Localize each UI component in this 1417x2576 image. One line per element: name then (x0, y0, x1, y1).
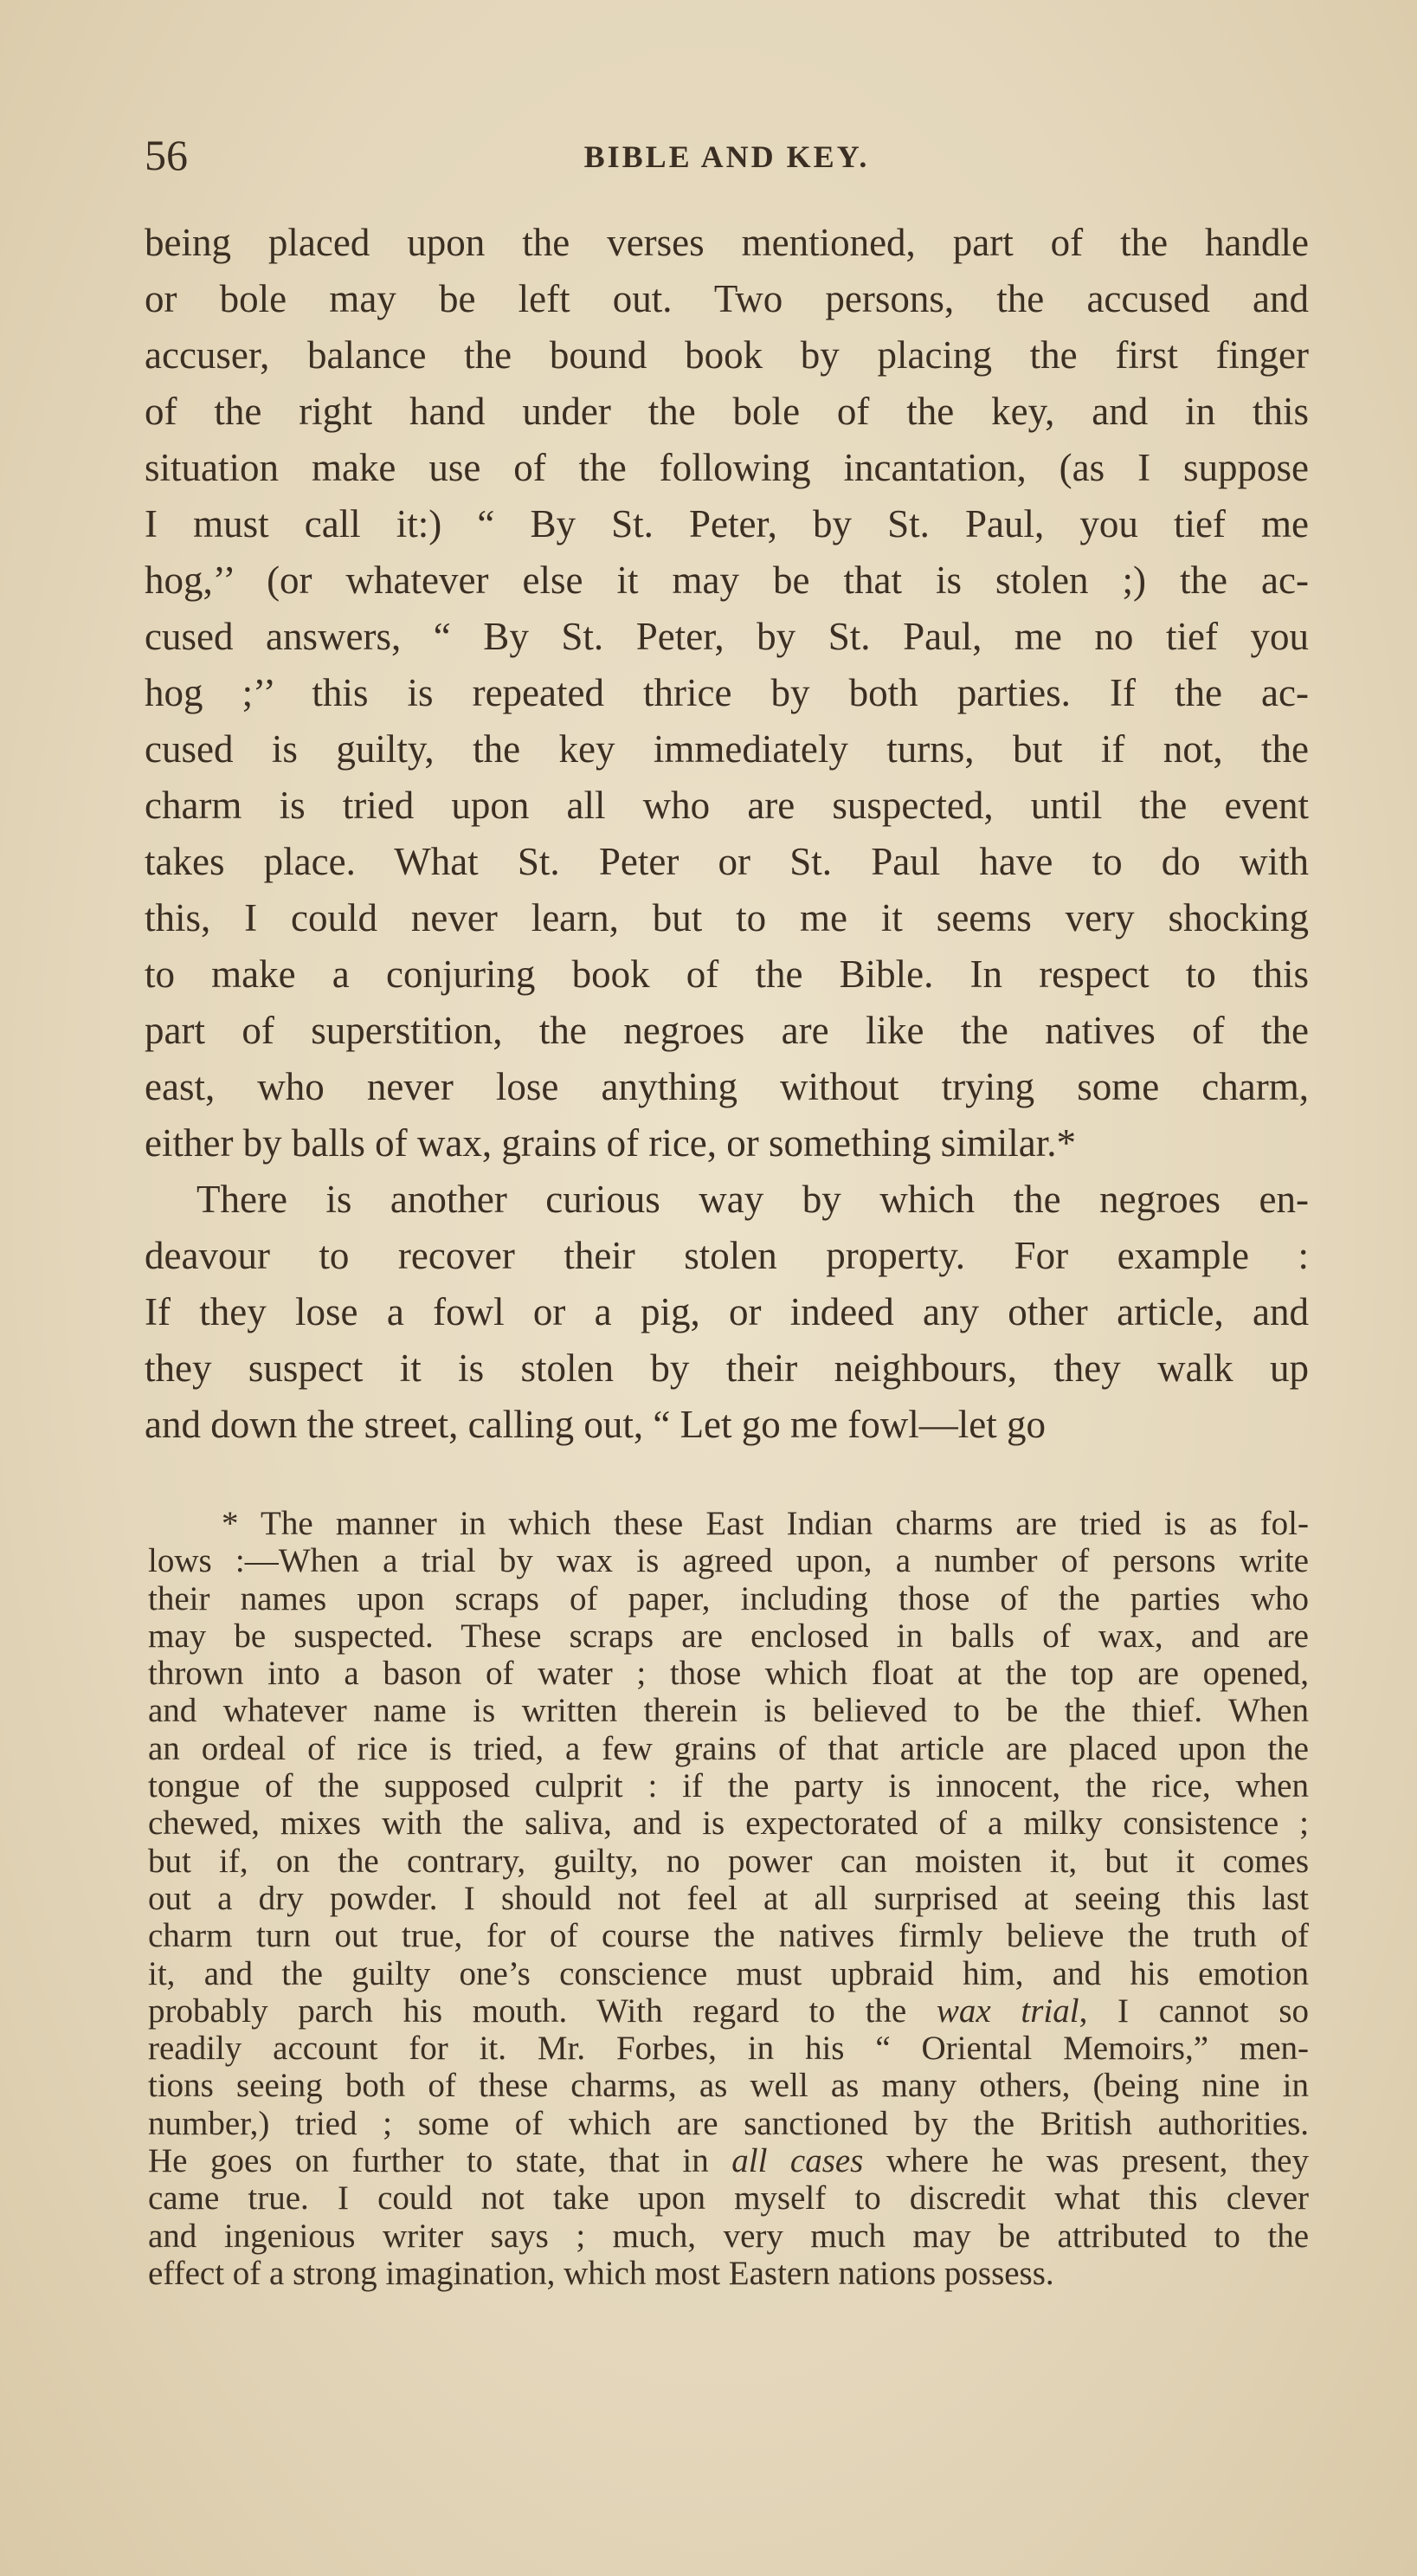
main-text (145, 215, 1309, 1453)
text-line: this, I could never learn, but to me it seems very shocking (145, 896, 1309, 939)
footnote-text: their names upon scraps of paper, including those of the parties who (148, 1579, 1309, 1617)
footnote-text: and ingenious writer says ; much, very much may be attributed to the (148, 2217, 1309, 2255)
footnote-line (148, 1955, 1309, 1992)
footnote-text: charm turn out true, for of course the natives firmly believe the truth of (148, 1917, 1309, 1955)
footnote-text: effect of a strong imagination, which most Eastern nations possess. (148, 2254, 1054, 2292)
page-header (145, 130, 1309, 182)
text-line: takes place. What St. Peter or St. Paul have to do with (145, 840, 1309, 883)
footnote-line (148, 1580, 1309, 1617)
text-line: part of superstition, the negroes are like the natives of the (145, 1009, 1309, 1052)
footnote-text: it, and the guilty one’s conscience must upbraid him, and his emotion (148, 1954, 1309, 1992)
page-number: 56 (145, 131, 188, 179)
running-title: BIBLE AND KEY. (583, 139, 870, 174)
text-line: being placed upon the verses mentioned, part of the handle (145, 221, 1309, 264)
text-line: hog,’’ (or whatever else it may be that is stolen ;) the ac- (145, 558, 1309, 602)
footnote-line (148, 2255, 1309, 2292)
text-line: accuser, balance the bound book by placing the first finger (145, 333, 1309, 377)
footnote-line (148, 2142, 1309, 2179)
footnote-text: tongue of the supposed culprit : if the party is innocent, the rice, when (148, 1767, 1309, 1805)
text-line: If they lose a fowl or a pig, or indeed any other article, and (145, 1290, 1309, 1333)
footnote-line (148, 1804, 1309, 1842)
text-line: of the right hand under the bole of the key, and in this (145, 390, 1309, 433)
footnote-text: and whatever name is written therein is believed to be the thief. When (148, 1692, 1309, 1730)
text-line: they suspect it is stolen by their neighbours, they walk up (145, 1346, 1309, 1390)
footnote-line (148, 1655, 1309, 1692)
text-line: or bole may be left out. Two persons, the accused and (145, 277, 1309, 320)
footnote-text: may be suspected. These scraps are enclosed in balls of wax, and are (148, 1617, 1309, 1655)
footnote-line (148, 2105, 1309, 2142)
footnote-text: out a dry powder. I should not feel at all surprised at seeing this last (148, 1879, 1309, 1917)
footnote-italic: all cases (731, 2142, 864, 2180)
footnote-text: thrown into a bason of water ; those which float at the top are opened, (148, 1655, 1309, 1693)
footnote-line (148, 1767, 1309, 1804)
footnote-text: He goes on further to state, that in (148, 2142, 732, 2180)
text-line: to make a conjuring book of the Bible. In respect to this (145, 952, 1309, 996)
footnote-line (148, 1692, 1309, 1729)
footnote-line (148, 1992, 1309, 2030)
text-line: either by balls of wax, grains of rice, or something similar.* (145, 1121, 1077, 1165)
text-line: There is another curious way by which the negroes en- (196, 1178, 1309, 1221)
footnote-text: chewed, mixes with the saliva, and is expectorated of a milky consistence ; (148, 1804, 1309, 1843)
footnote-text: , I cannot so (1079, 1992, 1309, 2030)
footnote-line (148, 2218, 1309, 2255)
footnote-text: came true. I could not take upon myself to discredit what this clever (148, 2179, 1309, 2218)
text-line: deavour to recover their stolen property. For example : (145, 1234, 1309, 1277)
footnote-line (148, 1730, 1309, 1767)
footnote-line (148, 2067, 1309, 2104)
footnote-text: tions seeing both of these charms, as well as many others, (being nine in (148, 2067, 1309, 2105)
footnote-text: number,) tried ; some of which are sanctioned by the British authorities. (148, 2104, 1309, 2142)
footnote-line (148, 1505, 1309, 1542)
footnote (148, 1505, 1309, 2292)
footnote-line (148, 1917, 1309, 1954)
text-line: cused is guilty, the key immediately turns, but if not, the (145, 727, 1309, 771)
footnote-text: lows :—When a trial by wax is agreed upon, a number of persons write (148, 1542, 1309, 1580)
text-line: hog ;’’ this is repeated thrice by both parties. If the ac- (145, 671, 1309, 714)
text-line: charm is tried upon all who are suspected, until the event (145, 784, 1309, 827)
footnote-line (148, 2179, 1309, 2217)
footnote-line (148, 2030, 1309, 2067)
footnote-text: an ordeal of rice is tried, a few grains of that article are placed upon the (148, 1729, 1309, 1767)
footnote-line (148, 1843, 1309, 1880)
footnote-text: where he was present, they (863, 2142, 1309, 2180)
footnote-text: * The manner in which these East Indian charms are tried is as fol- (222, 1505, 1309, 1542)
text-line: situation make use of the following incantation, (as I suppose (145, 446, 1309, 489)
text-line: I must call it:) “ By St. Peter, by St. Paul, you tief me (145, 502, 1309, 546)
footnote-italic: wax trial (936, 1992, 1079, 2030)
footnote-text: readily account for it. Mr. Forbes, in his “ Oriental Memoirs,” men- (148, 2030, 1309, 2068)
footnote-line (148, 1617, 1309, 1655)
footnote-line (148, 1542, 1309, 1579)
text-line: east, who never lose anything without trying some charm, (145, 1065, 1309, 1108)
footnote-text: but if, on the contrary, guilty, no power can moisten it, but it comes (148, 1842, 1309, 1880)
footnote-line (148, 1880, 1309, 1917)
footnote-text: probably parch his mouth. With regard to the (148, 1992, 937, 2030)
text-line: cused answers, “ By St. Peter, by St. Paul, me no tief you (145, 615, 1309, 658)
text-line: and down the street, calling out, “ Let go me fowl—let go (145, 1403, 1046, 1446)
